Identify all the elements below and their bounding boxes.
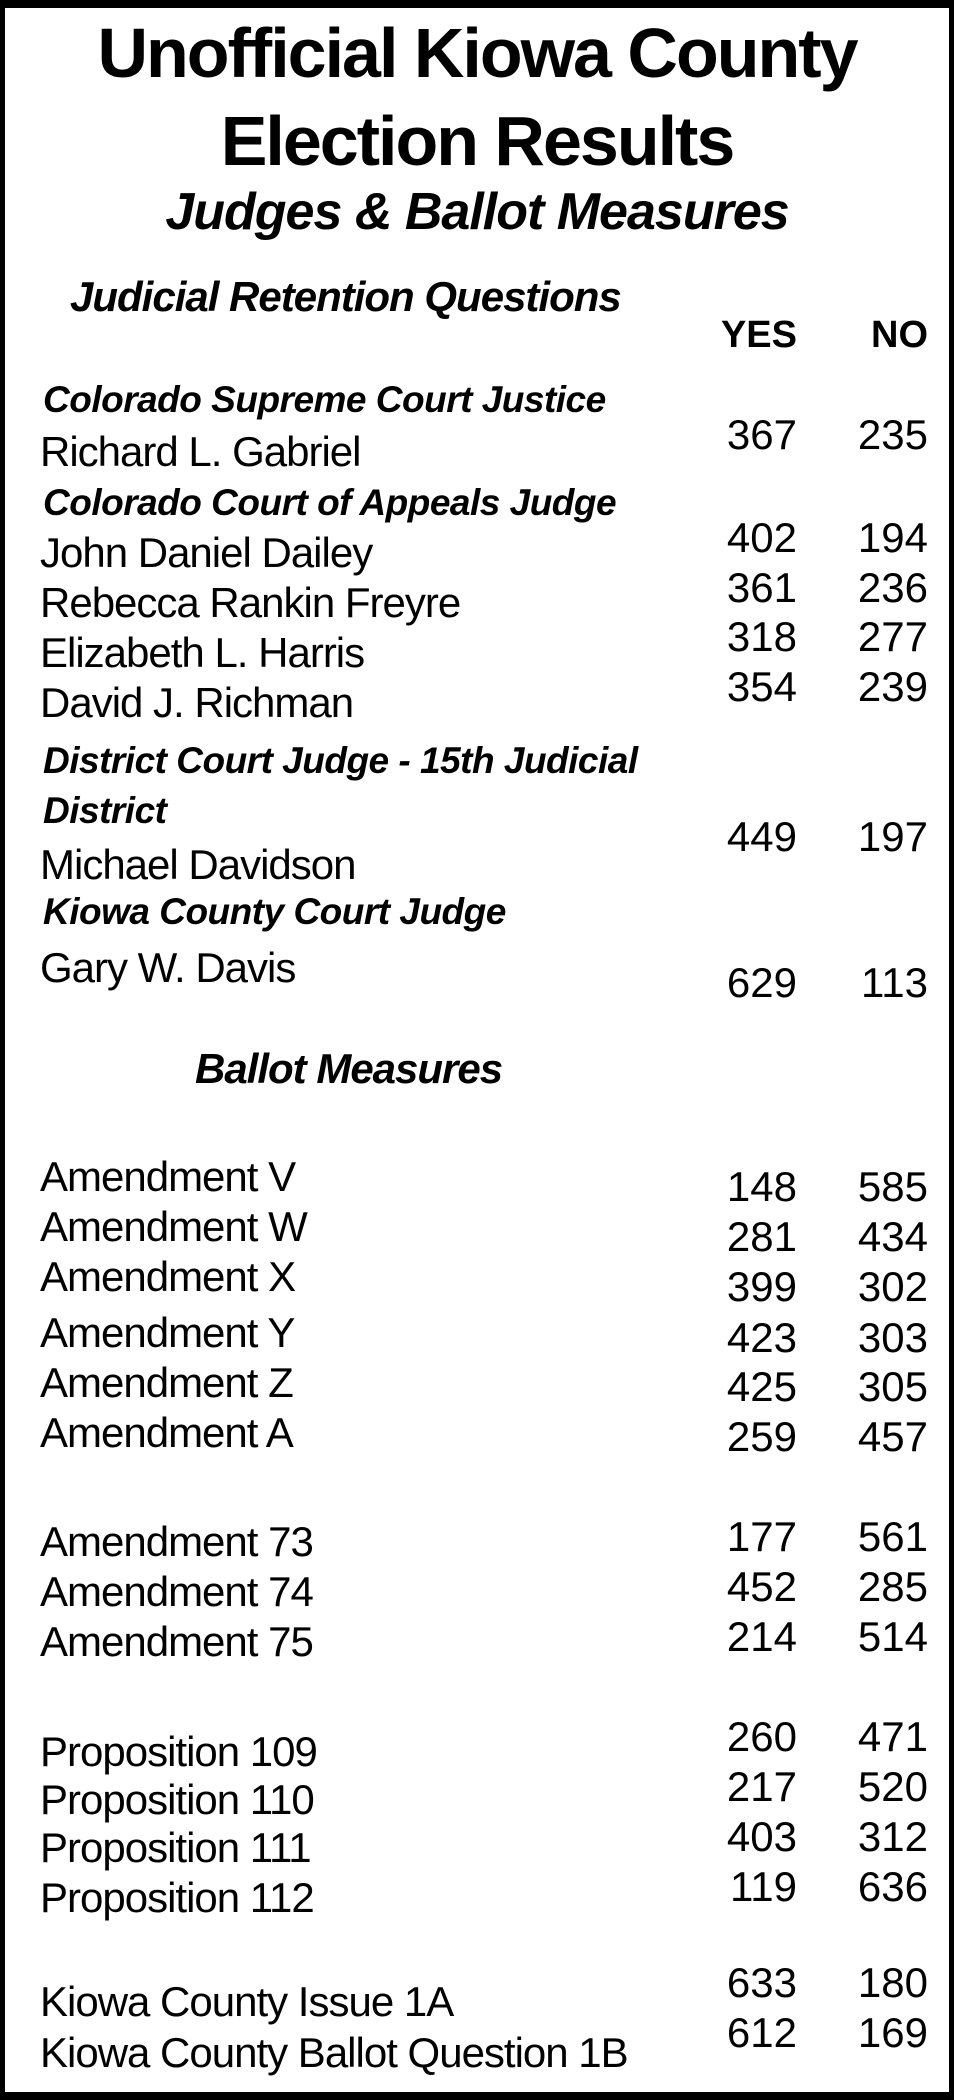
yes-count: 119 — [730, 1863, 797, 1910]
yes-count: 425 — [726, 1363, 797, 1410]
no-count: 561 — [857, 1513, 928, 1560]
measure-name: Kiowa County Ballot Question 1B — [40, 2029, 628, 2076]
yes-count: 148 — [726, 1163, 797, 1210]
office-heading-county-court: Kiowa County Court Judge — [43, 891, 506, 932]
no-count: 636 — [857, 1863, 928, 1910]
measure-name: Proposition 109 — [40, 1728, 317, 1775]
no-count: 236 — [857, 564, 928, 611]
column-header-no: NO — [871, 314, 928, 356]
yes-count: 399 — [726, 1263, 797, 1310]
candidate-name: Richard L. Gabriel — [40, 428, 361, 475]
no-count: 113 — [861, 959, 928, 1006]
measure-name: Amendment Z — [40, 1359, 293, 1406]
measure-name: Proposition 111 — [40, 1824, 311, 1871]
page-subtitle: Judges & Ballot Measures — [165, 183, 789, 241]
candidate-name: David J. Richman — [40, 679, 354, 726]
no-count: 303 — [857, 1314, 928, 1361]
measure-name: Kiowa County Issue 1A — [40, 1978, 454, 2025]
yes-count: 612 — [726, 2009, 797, 2056]
measure-name: Amendment Y — [40, 1309, 295, 1356]
no-count: 302 — [857, 1263, 928, 1310]
yes-count: 452 — [726, 1563, 797, 1610]
no-count: 514 — [857, 1613, 928, 1660]
yes-count: 449 — [726, 813, 797, 860]
office-heading-supreme-court: Colorado Supreme Court Justice — [43, 379, 606, 420]
page-title-line-2: Election Results — [220, 102, 734, 180]
no-count: 434 — [857, 1213, 928, 1260]
yes-count: 214 — [726, 1613, 797, 1660]
measure-name: Amendment 75 — [40, 1618, 313, 1665]
section-heading-ballot-measures: Ballot Measures — [195, 1045, 503, 1092]
no-count: 285 — [857, 1563, 928, 1610]
candidate-name: Elizabeth L. Harris — [40, 629, 365, 676]
yes-count: 217 — [726, 1763, 797, 1810]
measure-name: Proposition 112 — [40, 1874, 314, 1921]
office-heading-district-court-line-2: District — [43, 790, 167, 831]
yes-count: 260 — [726, 1713, 797, 1760]
yes-count: 318 — [726, 613, 797, 660]
no-count: 471 — [857, 1713, 928, 1760]
no-count: 312 — [857, 1813, 928, 1860]
page-title-line-1: Unofficial Kiowa County — [97, 14, 857, 92]
no-count: 277 — [857, 613, 928, 660]
column-header-yes: YES — [720, 314, 797, 356]
measure-name: Amendment 74 — [40, 1568, 313, 1615]
yes-count: 354 — [726, 663, 797, 710]
measure-name: Proposition 110 — [40, 1776, 314, 1823]
measure-name: Amendment 73 — [40, 1518, 313, 1565]
measure-name: Amendment X — [40, 1253, 296, 1300]
candidate-name: John Daniel Dailey — [40, 529, 373, 576]
yes-count: 423 — [726, 1314, 797, 1361]
yes-count: 367 — [726, 411, 797, 458]
yes-count: 402 — [726, 514, 797, 561]
section-heading-judicial: Judicial Retention Questions — [70, 273, 621, 320]
measure-name: Amendment W — [40, 1203, 307, 1250]
no-count: 194 — [857, 514, 928, 561]
yes-count: 177 — [726, 1513, 797, 1560]
yes-count: 259 — [726, 1413, 797, 1460]
measure-name: Amendment A — [40, 1409, 293, 1456]
measure-name: Amendment V — [40, 1153, 296, 1200]
no-count: 180 — [857, 1959, 928, 2006]
no-count: 169 — [857, 2009, 928, 2056]
yes-count: 629 — [726, 959, 797, 1006]
yes-count: 633 — [726, 1959, 797, 2006]
candidate-name: Rebecca Rankin Freyre — [40, 579, 461, 626]
no-count: 239 — [857, 663, 928, 710]
yes-count: 361 — [726, 564, 797, 611]
no-count: 305 — [857, 1363, 928, 1410]
no-count: 457 — [857, 1413, 928, 1460]
office-heading-district-court-line-1: District Court Judge - 15th Judicial — [43, 740, 638, 781]
candidate-name: Gary W. Davis — [40, 944, 296, 991]
candidate-name: Michael Davidson — [40, 841, 356, 888]
no-count: 585 — [857, 1163, 928, 1210]
yes-count: 281 — [726, 1213, 797, 1260]
no-count: 197 — [857, 813, 928, 860]
office-heading-court-of-appeals: Colorado Court of Appeals Judge — [43, 482, 617, 523]
no-count: 235 — [857, 411, 928, 458]
no-count: 520 — [857, 1763, 928, 1810]
yes-count: 403 — [726, 1813, 797, 1860]
